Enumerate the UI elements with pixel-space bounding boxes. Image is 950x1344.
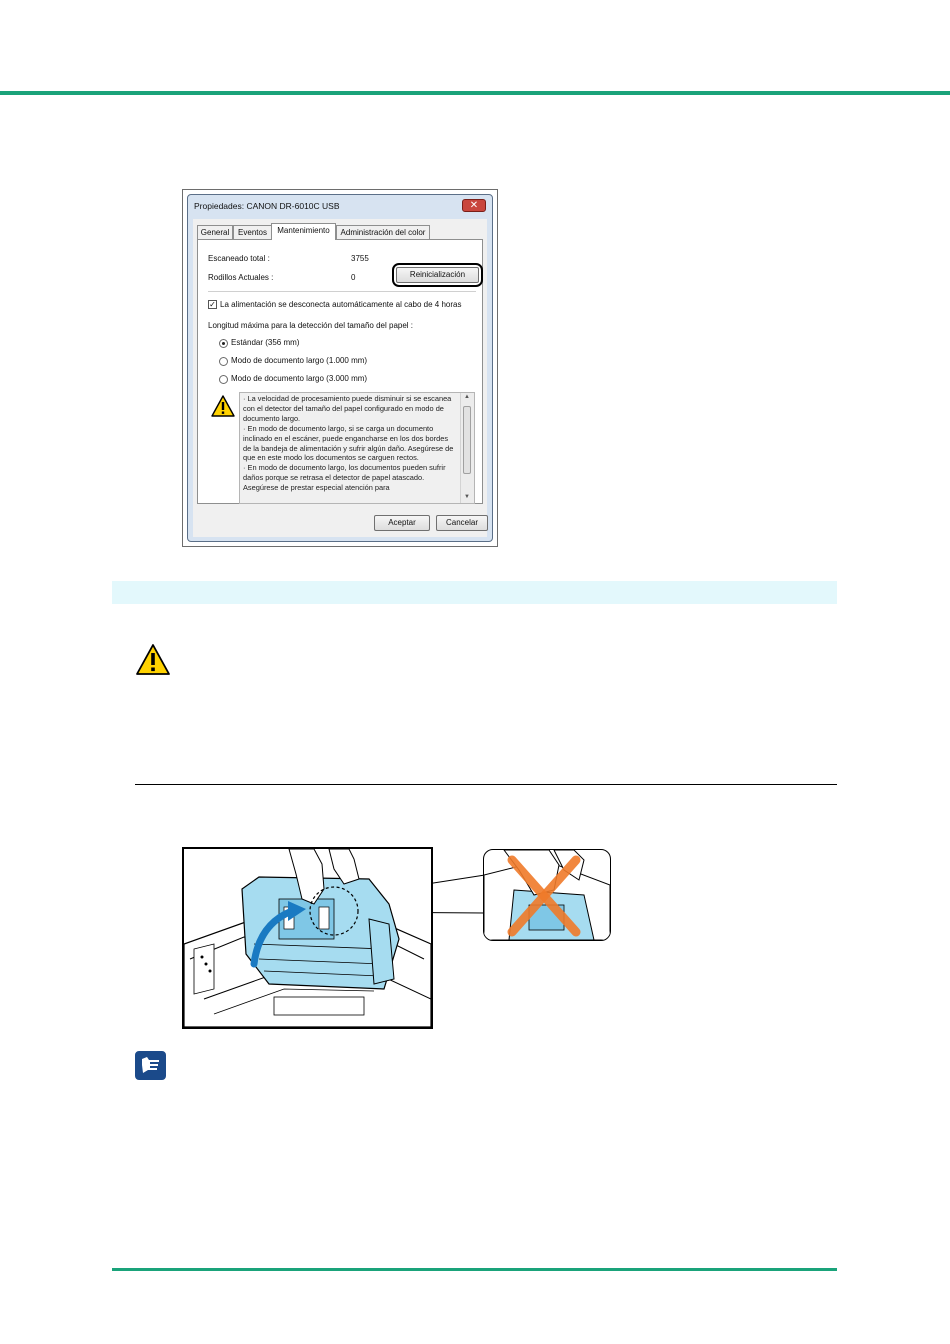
warning-icon	[211, 395, 235, 417]
window-title: Propiedades: CANON DR-6010C USB	[194, 201, 340, 211]
current-rollers-label: Rodillos Actuales :	[208, 273, 274, 282]
note-item: · En modo de documento largo, si se carga un documento inclinado en el escáner, puede engancharse en los dos bordes de la bandeja de alimentación y sufrir algún daño. Asegúrese de que en este modo los documentos se carguen rectos.	[243, 423, 454, 463]
reset-button[interactable]: Reinicialización	[396, 267, 479, 283]
section-divider	[135, 784, 837, 785]
cancel-button[interactable]: Cancelar	[436, 515, 488, 531]
close-icon: ✕	[469, 200, 479, 211]
header-rule	[0, 91, 950, 95]
section-heading-band	[112, 581, 837, 604]
scroll-down-icon[interactable]: ▼	[464, 494, 470, 500]
dialog-client-area	[193, 219, 487, 537]
scroll-up-icon[interactable]: ▲	[464, 394, 470, 400]
scanner-illustration	[182, 847, 433, 1029]
max-length-label: Longitud máxima para la detección del tamaño del papel :	[208, 321, 414, 330]
scrollbar-thumb[interactable]	[463, 406, 471, 474]
note-item: · En modo de documento largo, los documentos pueden sufrir daños porque se retrasa el detector de papel atascado. Asegúrese de prestar especial atención para	[243, 463, 446, 493]
incorrect-handling-illustration	[483, 849, 611, 941]
radio-long-3000-label: Modo de documento largo (3.000 mm)	[231, 374, 368, 383]
title-bar	[188, 195, 492, 217]
separator	[208, 291, 476, 292]
tab-general[interactable]: General	[197, 225, 233, 239]
ok-button[interactable]: Aceptar	[374, 515, 430, 531]
tab-administracion-color[interactable]: Administración del color	[336, 225, 430, 239]
current-rollers-value: 0	[351, 273, 356, 282]
hand-pointer-icon	[135, 1051, 166, 1080]
total-scans-label: Escaneado total :	[208, 254, 270, 263]
radio-standard-label: Estándar (356 mm)	[231, 338, 300, 347]
footer-rule	[112, 1268, 837, 1271]
tab-mantenimiento[interactable]: Mantenimiento	[271, 223, 336, 240]
properties-dialog-screenshot	[182, 189, 498, 547]
radio-long-1000[interactable]	[219, 357, 228, 366]
total-scans-value: 3755	[351, 254, 369, 263]
notes-text	[243, 394, 455, 493]
properties-window	[187, 194, 493, 542]
notes-textbox[interactable]	[239, 392, 475, 504]
radio-long-1000-label: Modo de documento largo (1.000 mm)	[231, 356, 368, 365]
close-button[interactable]	[462, 199, 486, 212]
radio-long-3000[interactable]	[219, 375, 228, 384]
radio-standard[interactable]	[219, 339, 228, 348]
tab-eventos[interactable]: Eventos	[233, 225, 272, 239]
maintenance-panel	[197, 239, 483, 504]
auto-power-off-label: La alimentación se desconecta automáticamente al cabo de 4 horas	[220, 300, 462, 309]
notes-scrollbar[interactable]	[460, 393, 474, 503]
note-item: · La velocidad de procesamiento puede disminuir si se escanea con el detector del tamaño del papel configurado en modo de documento largo.	[243, 394, 452, 423]
auto-power-off-checkbox[interactable]: ✓	[209, 300, 216, 309]
warning-icon	[135, 643, 171, 677]
